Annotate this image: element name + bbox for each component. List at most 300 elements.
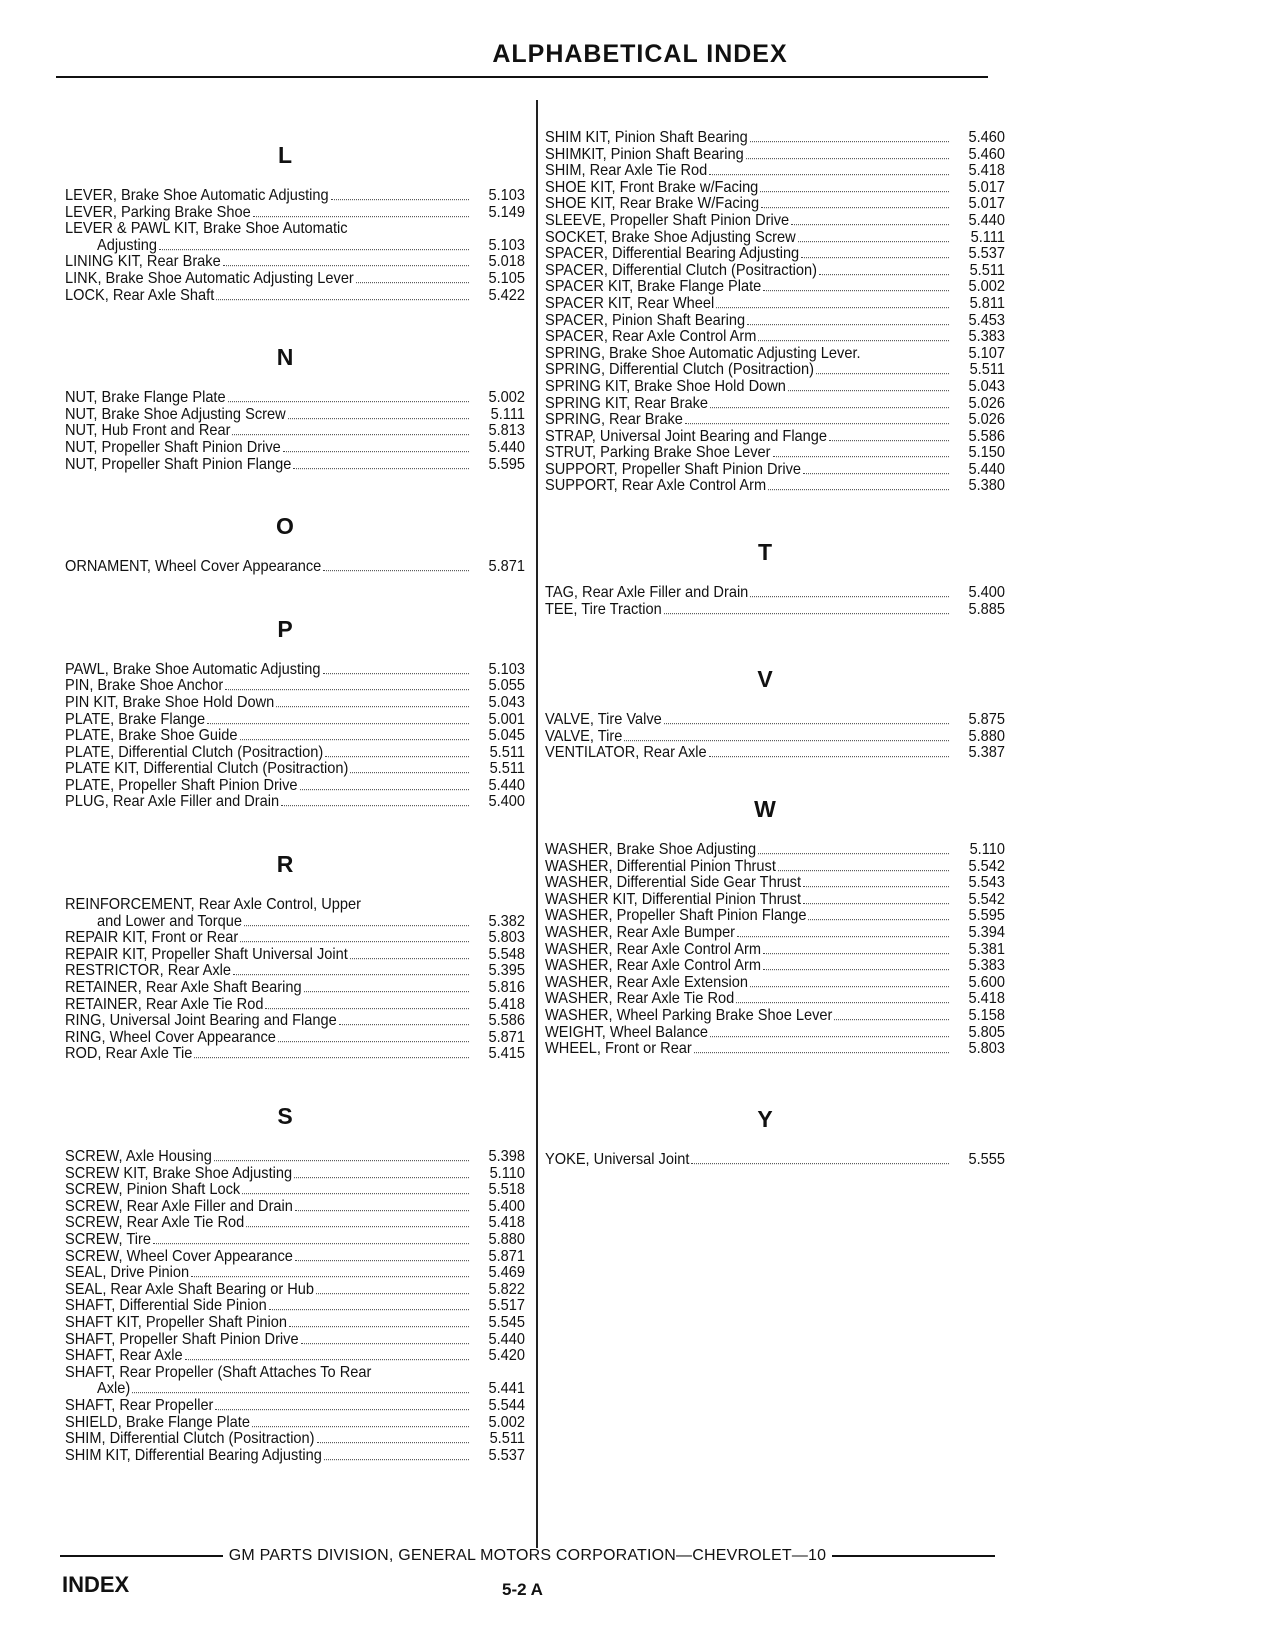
entry-name: RING, Universal Joint Bearing and Flange [65, 1012, 337, 1030]
index-entry [65, 1414, 525, 1431]
entry-name: STRUT, Parking Brake Shoe Lever [545, 444, 771, 462]
index-entry [545, 445, 1005, 462]
entry-name: and Lower and Torque [97, 913, 242, 931]
entry-reference: 5.383 [968, 328, 1005, 346]
dot-leader [716, 306, 949, 308]
index-entry [545, 179, 1005, 196]
dot-leader [278, 1040, 469, 1042]
footer-credit-text: GM PARTS DIVISION, GENERAL MOTORS CORPORATION—CHEVROLET—10 [228, 1547, 827, 1564]
index-entry [65, 661, 525, 678]
entry-name: REPAIR KIT, Front or Rear [65, 929, 239, 947]
entry-name: SHIM, Differential Clutch (Positraction) [65, 1430, 315, 1448]
index-entry [545, 1008, 1005, 1025]
dot-leader [763, 968, 949, 970]
entry-name: RETAINER, Rear Axle Shaft Bearing [65, 979, 302, 997]
entry-reference: 5.045 [488, 727, 525, 745]
index-section-l [65, 138, 525, 304]
dot-leader [801, 256, 949, 258]
index-entry [65, 1013, 525, 1030]
index-entry [545, 585, 1005, 602]
dot-leader [323, 569, 469, 571]
entry-name: SCREW, Wheel Cover Appearance [65, 1248, 293, 1265]
dot-leader [709, 756, 949, 758]
entry-reference: 5.103 [488, 187, 525, 205]
dot-leader [803, 472, 949, 474]
entry-name: LINING KIT, Rear Brake [65, 253, 221, 271]
entry-reference: 5.387 [968, 745, 1005, 762]
entry-name: WASHER, Rear Axle Extension [545, 974, 749, 992]
index-entry [545, 296, 1005, 313]
dot-leader [240, 940, 469, 942]
entry-name: REINFORCEMENT, Rear Axle Control, Upper [65, 896, 362, 914]
entry-name: WASHER, Propeller Shaft Pinion Flange [545, 907, 807, 925]
entry-list [545, 585, 1005, 618]
entry-name: WASHER, Differential Side Gear Thrust [545, 874, 802, 892]
dot-leader [132, 1391, 469, 1393]
entry-reference: 5.542 [968, 891, 1005, 909]
index-entry [545, 1041, 1005, 1058]
index-entry [545, 1024, 1005, 1041]
entry-name: TAG, Rear Axle Filler and Drain [545, 584, 749, 602]
index-section-t [545, 535, 1005, 618]
entry-name: LOCK, Rear Axle Shaft [65, 287, 215, 304]
index-entry [545, 712, 1005, 729]
entry-reference: 5.002 [968, 278, 1005, 296]
index-entry [65, 1315, 525, 1332]
entry-reference: 5.418 [488, 1214, 525, 1232]
index-entry [65, 254, 525, 271]
dot-leader [232, 433, 469, 435]
section-letter-heading: P [277, 615, 293, 642]
dot-leader [350, 771, 469, 773]
entry-name: SPRING, Differential Clutch (Positraction) [545, 361, 814, 379]
entry-list [545, 842, 1005, 1058]
entry-reference: 5.871 [488, 1029, 525, 1047]
dot-leader [350, 957, 469, 959]
entry-name: PAWL, Brake Shoe Automatic Adjusting [65, 661, 321, 679]
entry-name: LEVER & PAWL KIT, Brake Shoe Automatic [65, 220, 348, 238]
entry-name: SPRING KIT, Brake Shoe Hold Down [545, 378, 786, 396]
entry-reference: 5.537 [968, 245, 1005, 263]
entry-reference: 5.018 [488, 253, 525, 271]
entry-reference: 5.440 [488, 439, 525, 457]
entry-name: SPRING KIT, Rear Brake [545, 395, 709, 412]
index-section-p [65, 612, 525, 811]
entry-reference: 5.517 [488, 1297, 525, 1315]
index-entry [65, 728, 525, 745]
entry-name: PLATE, Propeller Shaft Pinion Drive [65, 777, 298, 795]
page-title: ALPHABETICAL INDEX [492, 40, 788, 68]
section-letter-heading: Y [757, 1105, 773, 1132]
entry-name: SHIM KIT, Differential Bearing Adjusting [65, 1447, 322, 1465]
dot-leader [225, 688, 469, 690]
entry-name: ROD, Rear Axle Tie [65, 1045, 193, 1063]
dot-leader [363, 908, 469, 909]
dot-leader [758, 339, 949, 341]
index-entry [65, 440, 525, 457]
entry-name: WASHER, Rear Axle Tie Rod [545, 990, 735, 1008]
entry-reference: 5.469 [488, 1264, 525, 1282]
index-section-r [65, 847, 525, 1063]
entry-name: WASHER, Rear Axle Control Arm [545, 941, 761, 958]
entry-name: SPACER KIT, Brake Flange Plate [545, 278, 762, 296]
index-entry [545, 941, 1005, 958]
entry-name: RING, Wheel Cover Appearance [65, 1029, 276, 1047]
entry-reference: 5.017 [968, 195, 1005, 213]
entry-name: SHOE KIT, Front Brake w/Facing [545, 179, 759, 197]
entry-reference: 5.418 [488, 996, 525, 1014]
right-column [545, 100, 1005, 1168]
index-entry [545, 229, 1005, 246]
entry-name: WHEEL, Front or Rear [545, 1040, 692, 1058]
entry-list [65, 559, 525, 576]
dot-leader [834, 1018, 949, 1020]
entry-name: SEAL, Drive Pinion [65, 1264, 190, 1282]
entry-name: SHIMKIT, Pinion Shaft Bearing [545, 146, 744, 163]
entry-list [65, 390, 525, 473]
entry-name: SHAFT, Rear Propeller [65, 1397, 214, 1415]
index-entry [545, 412, 1005, 429]
entry-name: VALVE, Tire Valve [545, 711, 662, 729]
entry-name: PLATE, Brake Flange [65, 711, 206, 728]
entry-name: SLEEVE, Propeller Shaft Pinion Drive [545, 212, 790, 230]
entry-reference: 5.110 [489, 1165, 525, 1182]
dot-leader [778, 869, 949, 871]
entry-name: SPACER, Pinion Shaft Bearing [545, 312, 746, 329]
footer-rule-right [832, 1555, 995, 1557]
dot-leader [281, 805, 469, 807]
dot-leader [317, 1441, 469, 1443]
index-entry [545, 246, 1005, 263]
dot-leader [331, 198, 469, 200]
entry-name: LINK, Brake Shoe Automatic Adjusting Lever [65, 270, 354, 288]
entry-reference: 5.600 [968, 974, 1005, 992]
footer-page-number: 5-2 A [502, 1580, 543, 1599]
entry-name: WEIGHT, Wheel Balance [545, 1024, 709, 1041]
dot-leader [269, 1308, 469, 1310]
entry-name: SUPPORT, Propeller Shaft Pinion Drive [545, 461, 802, 479]
index-entry [65, 1397, 525, 1414]
entry-name: PLATE, Brake Shoe Guide [65, 727, 238, 745]
entry-reference: 5.043 [488, 694, 525, 712]
entry-reference: 5.440 [488, 777, 525, 795]
dot-leader [737, 935, 949, 937]
entry-name: SHAFT, Differential Side Pinion [65, 1297, 267, 1315]
entry-reference: 5.586 [968, 428, 1005, 446]
entry-name: NUT, Propeller Shaft Pinion Flange [65, 456, 292, 473]
entry-name: TEE, Tire Traction [545, 601, 662, 619]
index-entry [65, 963, 525, 980]
entry-name: SHAFT, Rear Axle [65, 1347, 183, 1365]
entry-reference: 5.511 [969, 361, 1005, 379]
footer-rule-left [60, 1555, 223, 1557]
entry-reference: 5.383 [968, 957, 1005, 975]
index-entry [545, 461, 1005, 478]
entry-name: SPRING, Rear Brake [545, 411, 683, 429]
entry-name: WASHER, Rear Axle Control Arm [545, 957, 761, 975]
dot-leader [773, 455, 950, 457]
index-entry [545, 925, 1005, 942]
index-entry [65, 1348, 525, 1365]
dot-leader [798, 240, 949, 242]
index-entry [65, 1248, 525, 1265]
entry-name: SHIELD, Brake Flange Plate [65, 1414, 250, 1431]
entry-reference: 5.543 [968, 874, 1005, 892]
index-entry [545, 858, 1005, 875]
dot-leader [300, 788, 469, 790]
index-section-continued [545, 130, 1005, 495]
index-entry [65, 221, 525, 238]
dot-leader [253, 215, 469, 217]
dot-leader [691, 1162, 949, 1164]
dot-leader [709, 173, 949, 175]
dot-leader [750, 595, 949, 597]
dot-leader [276, 705, 469, 707]
entry-reference: 5.001 [488, 711, 525, 728]
entry-name: SEAL, Rear Axle Shaft Bearing or Hub [65, 1281, 315, 1299]
index-entry [545, 329, 1005, 346]
entry-name: RETAINER, Rear Axle Tie Rod [65, 996, 264, 1014]
entry-reference: 5.518 [488, 1181, 525, 1199]
entry-name: WASHER, Rear Axle Bumper [545, 924, 736, 942]
dot-leader [763, 289, 949, 291]
dot-leader [283, 450, 469, 452]
dot-leader [288, 417, 469, 419]
dot-leader [295, 1209, 469, 1211]
dot-leader [829, 439, 949, 441]
entry-reference: 5.880 [968, 728, 1005, 746]
entry-name: SPACER KIT, Rear Wheel [545, 295, 715, 313]
index-entry [65, 1182, 525, 1199]
dot-leader [242, 1192, 469, 1194]
index-entry [65, 744, 525, 761]
dot-leader [325, 755, 469, 757]
index-entry [545, 908, 1005, 925]
index-entry [65, 897, 525, 914]
entry-reference: 5.595 [488, 456, 525, 473]
entry-name: REPAIR KIT, Propeller Shaft Universal Joint [65, 946, 348, 964]
entry-reference: 5.418 [968, 162, 1005, 180]
entry-reference: 5.017 [968, 179, 1005, 197]
dot-leader [763, 952, 949, 954]
entry-reference: 5.544 [488, 1397, 525, 1415]
dot-leader [304, 990, 469, 992]
index-entry [65, 794, 525, 811]
entry-reference: 5.149 [488, 204, 525, 221]
entry-name: SHIM KIT, Pinion Shaft Bearing [545, 129, 748, 147]
index-entry [65, 777, 525, 794]
entry-reference: 5.105 [488, 270, 525, 288]
index-entry [545, 146, 1005, 163]
dot-leader [758, 852, 949, 854]
index-entry [65, 761, 525, 778]
section-letter-heading: S [277, 1103, 293, 1129]
index-entry [65, 930, 525, 947]
index-entry [65, 1232, 525, 1249]
entry-reference: 5.103 [488, 661, 525, 679]
index-entry [545, 262, 1005, 279]
title-rule [56, 76, 988, 78]
entry-name: SPRING, Brake Shoe Automatic Adjusting Lever. [545, 345, 861, 363]
entry-reference: 5.805 [968, 1024, 1005, 1041]
index-entry [65, 913, 525, 930]
index-entry [545, 428, 1005, 445]
entry-name: SPACER, Rear Axle Control Arm [545, 328, 757, 346]
entry-name: VALVE, Tire [545, 728, 623, 746]
index-entry [65, 1298, 525, 1315]
index-entry [65, 1149, 525, 1166]
entry-reference: 5.537 [488, 1447, 525, 1465]
entry-reference: 5.453 [968, 312, 1005, 329]
index-entry [65, 287, 525, 304]
index-entry [65, 1265, 525, 1282]
index-entry [65, 1281, 525, 1298]
index-entry [545, 478, 1005, 495]
entry-reference: 5.871 [488, 558, 525, 576]
dot-leader [216, 298, 469, 300]
entry-name: Axle) [97, 1380, 131, 1398]
entry-reference: 5.398 [488, 1148, 525, 1166]
entry-reference: 5.394 [968, 924, 1005, 942]
dot-leader [624, 739, 949, 741]
dot-leader [324, 1458, 469, 1460]
entry-reference: 5.511 [489, 744, 525, 762]
entry-reference: 5.511 [489, 760, 525, 778]
dot-leader [736, 1001, 949, 1003]
index-entry [545, 875, 1005, 892]
index-entry [65, 423, 525, 440]
index-entry [545, 745, 1005, 762]
dot-leader [228, 400, 469, 402]
entry-name: PLUG, Rear Axle Filler and Drain [65, 794, 280, 811]
entry-reference: 5.110 [969, 841, 1005, 859]
index-entry [545, 974, 1005, 991]
entry-list [545, 712, 1005, 762]
dot-leader [746, 157, 949, 159]
section-letter-heading: R [276, 851, 294, 878]
dot-leader [803, 885, 949, 887]
entry-list [65, 662, 525, 811]
dot-leader [191, 1275, 469, 1277]
index-section-s [65, 1099, 525, 1464]
entry-name: LEVER, Parking Brake Shoe [65, 204, 251, 221]
entry-list [545, 1152, 1005, 1169]
index-entry [65, 678, 525, 695]
entry-reference: 5.400 [488, 794, 525, 811]
entry-name: SHAFT, Rear Propeller (Shaft Attaches To Rear [65, 1364, 372, 1382]
dot-leader [816, 372, 949, 374]
dot-leader [373, 1376, 469, 1377]
index-entry [545, 1151, 1005, 1168]
entry-reference: 5.803 [968, 1040, 1005, 1058]
index-section-o [65, 509, 525, 576]
section-letter-heading: W [754, 796, 776, 823]
entry-reference: 5.813 [488, 422, 525, 440]
index-entry [65, 996, 525, 1013]
index-section-n [65, 340, 525, 473]
entry-reference: 5.440 [968, 461, 1005, 479]
dot-leader [664, 612, 949, 614]
entry-reference: 5.803 [488, 929, 525, 947]
dot-leader [293, 467, 469, 469]
section-letter-heading: T [757, 539, 773, 566]
dot-leader [768, 489, 949, 491]
entry-name: PIN KIT, Brake Shoe Hold Down [65, 694, 275, 712]
entry-name: SOCKET, Brake Shoe Adjusting Screw [545, 229, 796, 246]
entry-name: SPACER, Differential Clutch (Positraction) [545, 262, 817, 280]
index-section-w [545, 792, 1005, 1058]
footer-credit-line [60, 1547, 995, 1565]
dot-leader [301, 1342, 469, 1344]
entry-reference: 5.885 [968, 601, 1005, 619]
column-divider [536, 100, 538, 1548]
entry-name: YOKE, Universal Joint [545, 1151, 690, 1169]
entry-reference: 5.026 [968, 411, 1005, 429]
index-entry [65, 188, 525, 205]
entry-name: SHOE KIT, Rear Brake W/Facing [545, 195, 760, 213]
entry-reference: 5.380 [968, 478, 1005, 495]
entry-name: ORNAMENT, Wheel Cover Appearance [65, 558, 322, 576]
index-entry [65, 711, 525, 728]
dot-leader [323, 672, 469, 674]
entry-name: VENTILATOR, Rear Axle [545, 745, 707, 762]
entry-reference: 5.043 [968, 378, 1005, 396]
index-entry [65, 1046, 525, 1063]
entry-list [545, 130, 1005, 495]
dot-leader [750, 985, 949, 987]
dot-leader [159, 248, 469, 250]
entry-reference: 5.871 [488, 1248, 525, 1265]
entry-reference: 5.555 [968, 1151, 1005, 1169]
entry-reference: 5.816 [488, 979, 525, 997]
entry-name: SUPPORT, Rear Axle Control Arm [545, 478, 767, 495]
entry-name: NUT, Propeller Shaft Pinion Drive [65, 439, 281, 457]
dot-leader [339, 1023, 469, 1025]
entry-reference: 5.415 [488, 1045, 525, 1063]
dot-leader [316, 1292, 469, 1294]
index-entry [65, 1331, 525, 1348]
dot-leader [252, 1425, 469, 1427]
index-entry [545, 601, 1005, 618]
entry-name: Adjusting [97, 237, 158, 255]
index-entry [545, 213, 1005, 230]
entry-reference: 5.460 [968, 146, 1005, 163]
entry-reference: 5.111 [970, 229, 1005, 246]
entry-name: NUT, Brake Shoe Adjusting Screw [65, 406, 286, 424]
section-letter-heading: O [276, 513, 294, 540]
entry-reference: 5.542 [968, 858, 1005, 876]
dot-leader [791, 223, 949, 225]
entry-reference: 5.418 [968, 990, 1005, 1008]
entry-reference: 5.822 [488, 1281, 525, 1299]
entry-reference: 5.548 [488, 946, 525, 964]
entry-list [65, 897, 525, 1063]
entry-name: SHAFT KIT, Propeller Shaft Pinion [65, 1314, 287, 1332]
dot-leader [685, 422, 949, 424]
entry-name: SCREW, Pinion Shaft Lock [65, 1181, 241, 1199]
dot-leader [664, 722, 949, 724]
entry-list [65, 188, 525, 304]
entry-reference: 5.382 [488, 913, 525, 931]
entry-name: SCREW, Tire [65, 1231, 151, 1249]
entry-reference: 5.811 [969, 295, 1005, 313]
dot-leader [240, 738, 469, 740]
index-entry [65, 1364, 525, 1381]
dot-leader [207, 722, 469, 724]
entry-reference: 5.158 [968, 1007, 1005, 1025]
entry-name: NUT, Hub Front and Rear [65, 422, 231, 440]
entry-name: SCREW, Rear Axle Tie Rod [65, 1214, 245, 1232]
